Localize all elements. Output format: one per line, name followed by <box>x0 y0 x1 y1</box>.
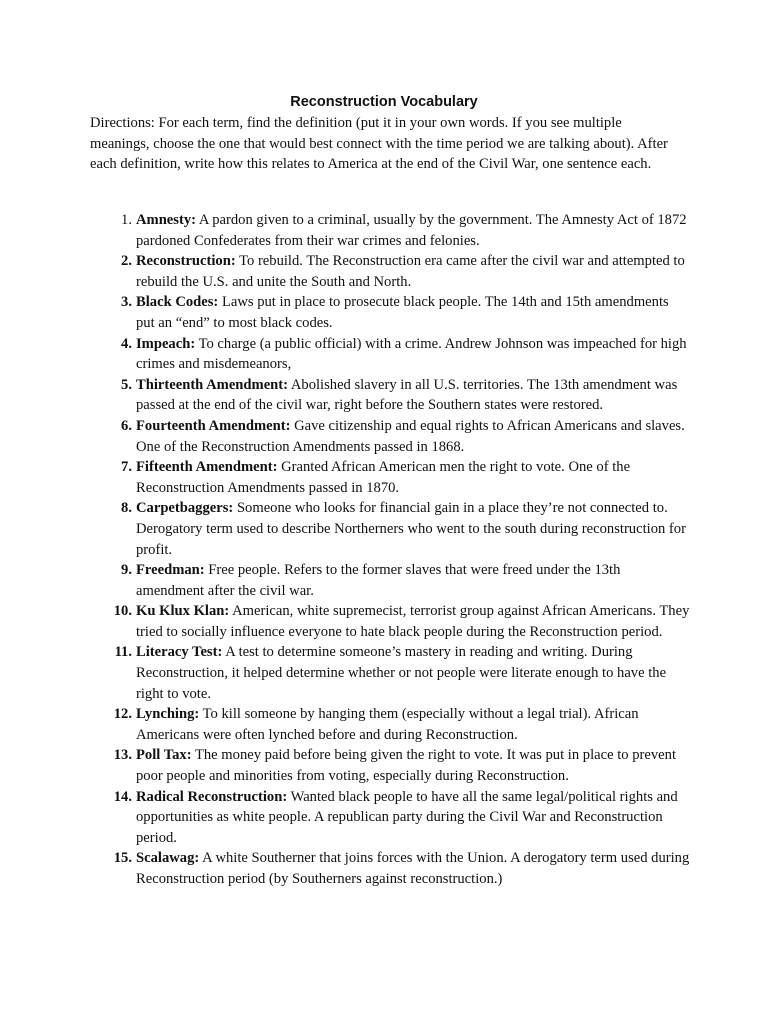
vocab-item <box>90 375 690 416</box>
vocab-term: Lynching: <box>136 706 200 723</box>
vocab-term: Literacy Test: <box>136 644 223 661</box>
vocab-term: Ku Klux Klan: <box>136 603 230 620</box>
vocab-term: Reconstruction: <box>136 253 236 270</box>
vocab-item <box>90 787 690 849</box>
vocab-number: 5. <box>121 376 132 393</box>
directions-paragraph: Directions: For each term, find the definition (put it in your own words. If you see multiple meanings, choose the one that would best connect with the time period we are talking about). After each definition, write how this relates to America at the end of the Civil War, one sentence each. <box>90 115 668 173</box>
vocab-number: 12. <box>113 706 132 723</box>
vocab-number: 3. <box>121 294 132 311</box>
vocab-number: 13. <box>113 747 132 764</box>
vocab-term: Impeach: <box>136 335 196 352</box>
vocab-item <box>90 457 690 498</box>
vocab-item <box>90 601 690 642</box>
vocab-item <box>90 416 690 457</box>
vocab-definition: A white Southerner that joins forces with the Union. A derogatory term used during Reconstruction period (by Southerners against reconstruction.) <box>136 850 690 887</box>
vocab-definition: A test to determine someone’s mastery in reading and writing. During Reconstruction, it helped determine whether or not people were literate enough to have the right to vote. <box>136 644 667 702</box>
vocab-definition: Granted African American men the right to vote. One of the Reconstruction Amendments passed in 1870. <box>136 459 631 496</box>
vocab-number: 1. <box>121 212 132 228</box>
vocab-number: 10. <box>113 603 132 620</box>
vocab-item <box>90 642 690 704</box>
vocab-number: 14. <box>113 788 132 805</box>
vocab-term: Fourteenth Amendment: <box>136 417 291 434</box>
vocab-number: 8. <box>121 500 132 517</box>
vocab-definition: To kill someone by hanging them (especially without a legal trial). African Americans were often lynched before and during Reconstruction. <box>136 706 639 743</box>
vocab-definition: To rebuild. The Reconstruction era came after the civil war and attempted to rebuild the U.S. and unite the South and North. <box>136 253 685 290</box>
vocab-definition: A pardon given to a criminal, usually by the government. The Amnesty Act of 1872 pardoned Confederates from their war crimes and felonies. <box>136 212 687 249</box>
vocab-definition: Wanted black people to have all the same legal/political rights and opportunities as white people. A republican party during the Civil War and Reconstruction period. <box>136 788 678 846</box>
page-title: Reconstruction Vocabulary <box>290 94 478 110</box>
vocab-definition: Abolished slavery in all U.S. territories. The 13th amendment was passed at the end of the civil war, right before the Southern states were restored. <box>136 376 678 414</box>
vocabulary-list <box>90 210 690 890</box>
vocab-definition: Someone who looks for financial gain in a place they’re not connected to. Derogatory term used to describe Northerners who went to the south during reconstruction for profit. <box>136 500 686 558</box>
vocab-definition: Laws put in place to prosecute black people. The 14th and 15th amendments put an “end” to most black codes. <box>136 294 669 331</box>
vocab-term: Poll Tax: <box>136 747 192 764</box>
vocab-item <box>90 560 690 601</box>
vocab-number: 11. <box>114 644 132 661</box>
vocab-item <box>90 292 690 333</box>
vocab-item <box>90 334 690 375</box>
vocab-item <box>90 498 690 560</box>
vocab-term: Carpetbaggers: <box>136 500 234 517</box>
vocab-item <box>90 704 690 745</box>
vocab-item <box>90 745 690 786</box>
vocab-number: 2. <box>121 253 132 270</box>
vocab-term: Black Codes: <box>136 294 219 311</box>
vocab-definition: Free people. Refers to the former slaves that were freed under the 13th amendment after the civil war. <box>136 562 621 599</box>
vocab-definition: American, white supremecist, terrorist group against African Americans. They tried to socially influence everyone to hate black people during the Reconstruction period. <box>136 603 690 640</box>
vocab-term: Thirteenth Amendment: <box>136 376 289 393</box>
vocab-number: 4. <box>121 335 132 352</box>
vocab-definition: Gave citizenship and equal rights to African Americans and slaves. One of the Reconstruction Amendments passed in 1868. <box>136 417 685 455</box>
vocab-item <box>90 251 690 292</box>
vocab-definition: To charge (a public official) with a crime. Andrew Johnson was impeached for high crimes and misdemeanors, <box>136 335 687 373</box>
vocab-term: Scalawag: <box>136 850 200 867</box>
vocab-item <box>90 210 690 251</box>
vocab-number: 6. <box>121 417 132 434</box>
vocab-term: Radical Reconstruction: <box>136 788 288 805</box>
vocab-term: Amnesty: <box>136 212 196 228</box>
vocab-number: 15. <box>113 850 132 867</box>
vocab-term: Fifteenth Amendment: <box>136 459 278 476</box>
vocab-term: Freedman: <box>136 562 205 579</box>
vocab-number: 9. <box>121 562 132 579</box>
vocab-item <box>90 848 690 889</box>
vocab-number: 7. <box>121 459 132 476</box>
vocab-definition: The money paid before being given the right to vote. It was put in place to prevent poor people and minorities from voting, especially during Reconstruction. <box>136 747 676 785</box>
